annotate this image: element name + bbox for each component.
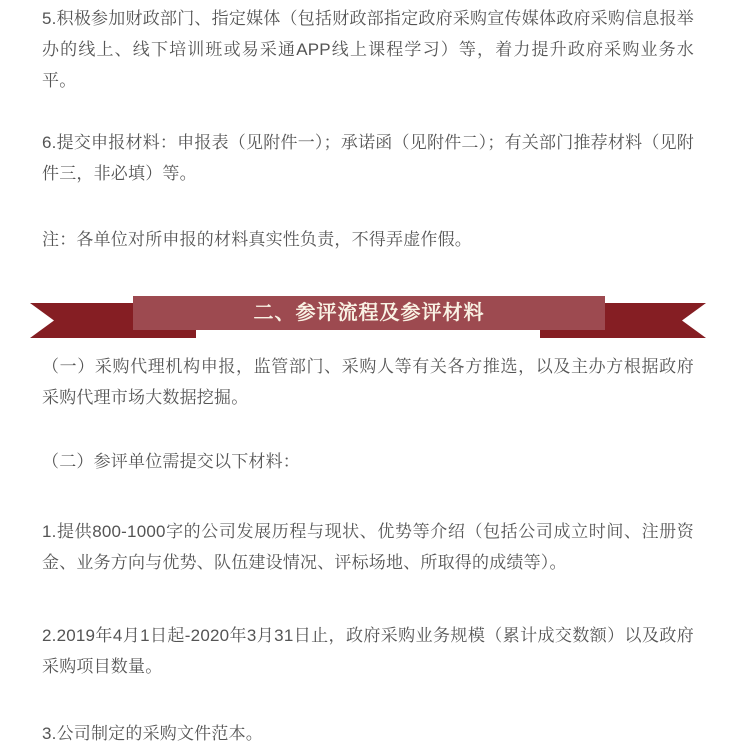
paragraph-material-3: 3.公司制定的采购文件范本。 (42, 724, 263, 743)
paragraph-material-2: 2.2019年4月1日起-2020年3月31日止，政府采购业务规模（累计成交数额）以及政府采购项目数量。 (42, 626, 694, 676)
section-banner (30, 293, 706, 338)
paragraph-apply-item-6: 6.提交申报材料：申报表（见附件一）；承诺函（见附件二）；有关部门推荐材料（见附件三，非必填）等。 (42, 133, 694, 183)
paragraph-material-1: 1.提供800-1000字的公司发展历程与现状、优势等介绍（包括公司成立时间、注册资金、业务方向与优势、队伍建设情况、评标场地、所取得的成绩等）。 (42, 522, 694, 572)
paragraph-flow-one: （一）采购代理机构申报，监管部门、采购人等有关各方推选，以及主办方根据政府采购代理市场大数据挖掘。 (42, 357, 694, 407)
paragraph-flow-two: （二）参评单位需提交以下材料： (42, 452, 300, 471)
section-title: 二、参评流程及参评材料 (253, 302, 485, 324)
paragraph-apply-item-5: 5.积极参加财政部门、指定媒体（包括财政部指定政府采购宣传媒体政府采购信息报举办的线上、线下培训班或易采通APP线上课程学习）等，着力提升政府采购业务水平。 (42, 9, 694, 90)
ribbon-band (133, 296, 605, 330)
paragraph-note: 注：各单位对所申报的材料真实性负责，不得弄虚作假。 (42, 230, 472, 249)
